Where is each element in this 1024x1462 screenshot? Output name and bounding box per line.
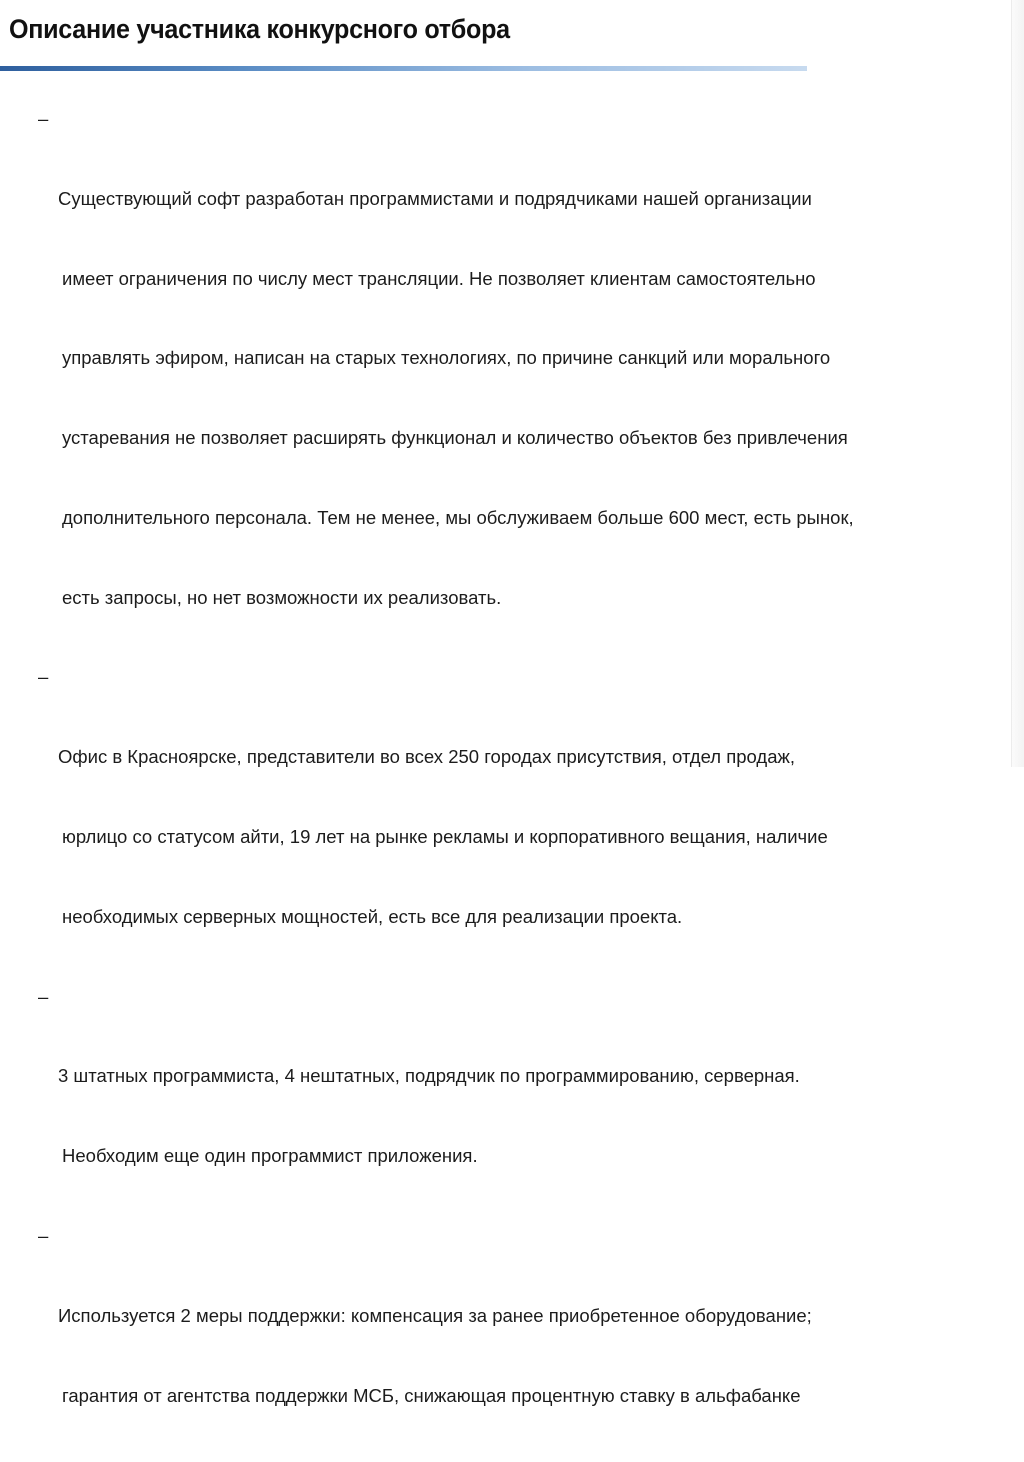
dash-bullet-icon: – [38, 1224, 49, 1246]
slide-body [38, 106, 988, 1462]
dash-bullet-icon: – [38, 108, 49, 129]
bullet-line: необходимых серверных мощностей, есть все для реализации проекта. [62, 905, 683, 927]
bullet-line: имеет ограничения по числу мест трансляции. Не позволяет клиентам самостоятельно [62, 267, 816, 289]
dash-bullet-icon: – [38, 666, 49, 688]
bullet-line: Существующий софт разработан программистами и подрядчиками нашей организации [58, 187, 812, 209]
bullet-item [38, 664, 988, 983]
bullet-line: дополнительного персонала. Тем не менее, мы обслуживаем больше 600 мест, есть рынок, [62, 506, 854, 528]
bullet-item [38, 984, 988, 1223]
bullet-item [38, 1223, 988, 1462]
bullet-line: гарантия от агентства поддержки МСБ, снижающая процентную ставку в альфабанке [62, 1384, 801, 1406]
bullet-line: Используется 2 меры поддержки: компенсация за ранее приобретенное оборудование; [58, 1304, 812, 1326]
slide-title: Описание участника конкурсного отбора [9, 14, 510, 44]
bullet-line: юрлицо со статусом айти, 19 лет на рынке рекламы и корпоративного вещания, наличие [62, 826, 828, 848]
bullet-line: Необходим еще один программист приложения. [62, 1145, 478, 1167]
bullet-line: Офис в Красноярске, представители во всех 250 городах присутствия, отдел продаж, [58, 746, 795, 768]
bullet-line: 3 штатных программиста, 4 нештатных, подрядчик по программированию, серверная. [58, 1065, 800, 1087]
page-edge-shadow [1011, 0, 1024, 767]
dash-bullet-icon: – [38, 985, 49, 1007]
title-accent-bar [0, 66, 807, 71]
bullet-line: устаревания не позволяет расширять функционал и количество объектов без привлечения [62, 427, 848, 449]
bullet-line: есть запросы, но нет возможности их реализовать. [62, 586, 502, 608]
bullet-item [38, 106, 988, 664]
bullet-line: управлять эфиром, написан на старых технологиях, по причине санкций или морального [62, 347, 831, 369]
